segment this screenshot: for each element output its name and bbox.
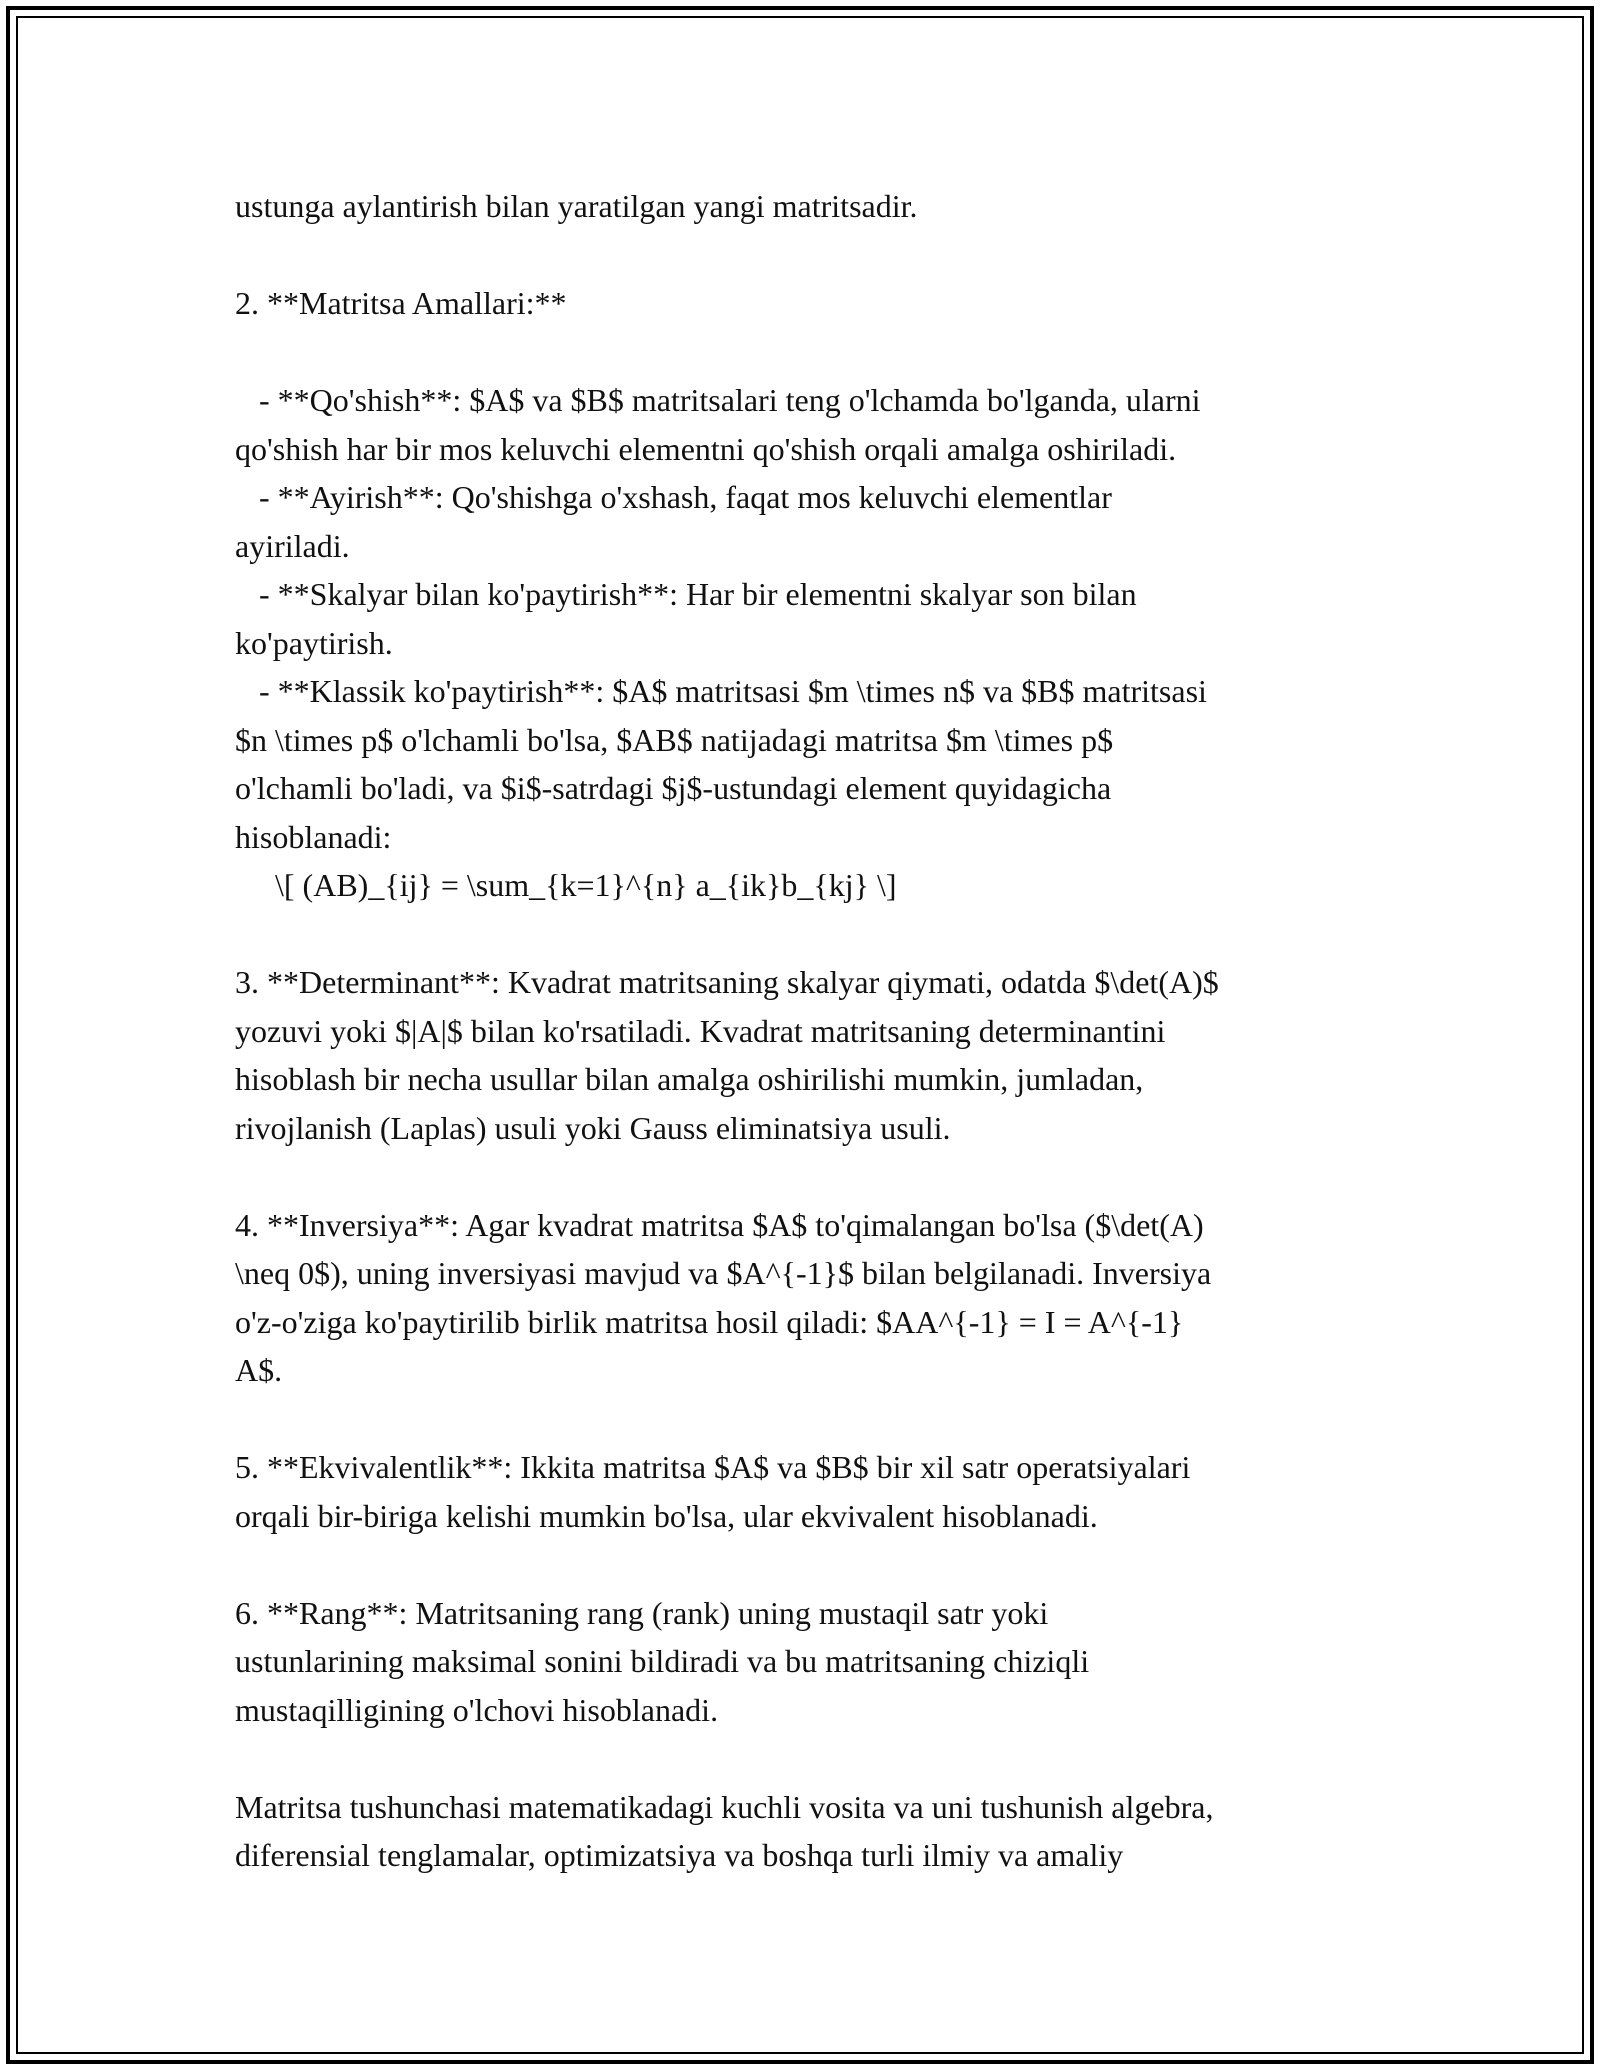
text-line: 6. **Rang**: Matritsaning rang (rank) uning mustaqil satr yoki xyxy=(235,1594,1049,1631)
text-line xyxy=(235,1734,1365,1783)
text-line: 5. **Ekvivalentlik**: Ikkita matritsa $A$ va $B$ bir xil satr operatsiyalari xyxy=(235,1449,1191,1485)
text-line: $n \times p$ o'lchamli bo'lsa, $AB$ natijadagi matritsa $m \times p$ xyxy=(235,721,1114,758)
text-line: hisoblanadi: xyxy=(235,818,392,855)
text-line: mustaqilligining o'lchovi hisoblanadi. xyxy=(235,1691,719,1728)
text-line xyxy=(235,910,1365,959)
text-line: \[ (AB)_{ij} = \sum_{k=1}^{n} a_{ik}b_{kj} \] xyxy=(235,867,897,903)
text-line: o'lchamli bo'ladi, va $i$-satrdagi $j$-ustundagi element quyidagicha xyxy=(235,770,1112,806)
text-line: - **Skalyar bilan ko'paytirish**: Har bir elementni skalyar son bilan xyxy=(235,576,1137,612)
text-line: - **Ayirish**: Qo'shishga o'xshash, faqat mos keluvchi elementlar xyxy=(235,479,1112,515)
document-body xyxy=(235,182,1365,1880)
text-line: qo'shish har bir mos keluvchi elementni qo'shish orqali amalga oshiriladi. xyxy=(235,430,1177,467)
text-line: 2. **Matritsa Amallari:** xyxy=(235,285,567,321)
text-line: ko'paytirish. xyxy=(235,624,393,661)
text-line xyxy=(235,231,1365,280)
text-line xyxy=(235,1395,1365,1444)
text-line xyxy=(235,1152,1365,1201)
text-line: orqali bir-biriga kelishi mumkin bo'lsa, ular ekvivalent hisoblanadi. xyxy=(235,1497,1098,1534)
text-line: yozuvi yoki $|A|$ bilan ko'rsatiladi. Kvadrat matritsaning determinantini xyxy=(235,1012,1166,1049)
text-line: rivojlanish (Laplas) usuli yoki Gauss eliminatsiya usuli. xyxy=(235,1109,951,1146)
text-line: Matritsa tushunchasi matematikadagi kuchli vosita va uni tushunish algebra, xyxy=(235,1788,1214,1825)
text-line: ustunga aylantirish bilan yaratilgan yangi matritsadir. xyxy=(235,188,918,224)
text-line: - **Klassik ko'paytirish**: $A$ matritsasi $m \times n$ va $B$ matritsasi xyxy=(235,673,1207,709)
text-line: ustunlarining maksimal sonini bildiradi va bu matritsaning chiziqli xyxy=(235,1643,1090,1679)
text-line xyxy=(235,328,1365,377)
text-line: - **Qo'shish**: $A$ va $B$ matritsalari teng o'lchamda bo'lganda, ularni xyxy=(235,382,1201,418)
text-line: 3. **Determinant**: Kvadrat matritsaning skalyar qiymati, odatda $\det(A)$ xyxy=(235,964,1219,1000)
text-line: A$. xyxy=(235,1352,283,1388)
text-line: \neq 0$), uning inversiyasi mavjud va $A^{-1}$ bilan belgilanadi. Inversiya xyxy=(235,1255,1212,1291)
text-line: ayiriladi. xyxy=(235,527,350,564)
text-line: diferensial tenglamalar, optimizatsiya va boshqa turli ilmiy va amaliy xyxy=(235,1837,1124,1873)
text-line: 4. **Inversiya**: Agar kvadrat matritsa $A$ to'qimalangan bo'lsa ($\det(A) xyxy=(235,1206,1204,1243)
text-line xyxy=(235,1540,1365,1589)
text-line: hisoblash bir necha usullar bilan amalga oshirilishi mumkin, jumladan, xyxy=(235,1061,1144,1097)
text-line: o'z-o'ziga ko'paytirilib birlik matritsa hosil qiladi: $AA^{-1} = I = A^{-1} xyxy=(235,1303,1184,1340)
